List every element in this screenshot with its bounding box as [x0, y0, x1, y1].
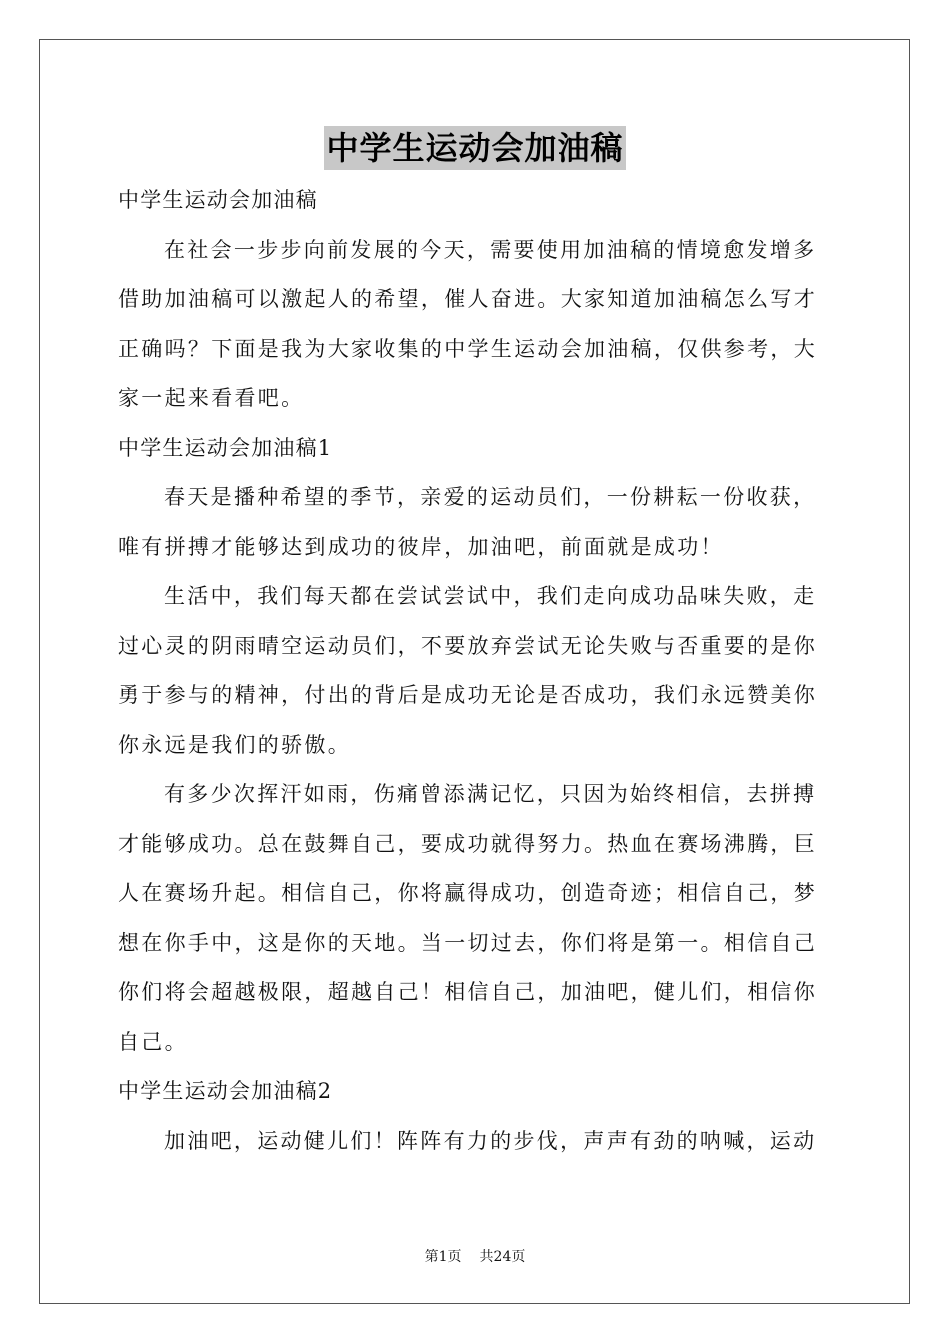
document-title-text: 中学生运动会加油稿: [324, 126, 625, 170]
text-line: 人在赛场升起。相信自己，你将赢得成功，创造奇迹；相信自己，梦: [118, 881, 817, 905]
page-total: 共24页: [479, 1249, 526, 1265]
text-line: 过心灵的阴雨晴空运动员们，不要放弃尝试无论失败与否重要的是你: [118, 633, 817, 658]
paragraph-first-line: 有多少次挥汗如雨，伤痛曾添满记忆，只因为始终相信，去拼搏: [164, 782, 817, 806]
text-line: 自己。: [118, 1029, 188, 1054]
text-line: 家一起来看看吧。: [118, 386, 305, 410]
text-line: 正确吗？下面是我为大家收集的中学生运动会加油稿，仅供参考，大: [118, 336, 817, 361]
text-line: 借助加油稿可以激起人的希望，催人奋进。大家知道加油稿怎么写才: [118, 287, 817, 311]
page-number: 第1页: [424, 1249, 462, 1265]
paragraph-first-line: 春天是播种希望的季节，亲爱的运动员们，一份耕耘一份收获，: [164, 485, 817, 509]
text-line: 才能够成功。总在鼓舞自己，要成功就得努力。热血在赛场沸腾，巨: [118, 831, 817, 856]
text-line: 中学生运动会加油稿1: [118, 435, 333, 460]
paragraph-first-line: 生活中，我们每天都在尝试尝试中，我们走向成功品味失败，走: [164, 584, 817, 608]
text-line: 中学生运动会加油稿2: [118, 1079, 333, 1103]
page-footer: [0, 1248, 950, 1266]
document-body: [118, 176, 834, 1166]
document-title: [0, 126, 950, 170]
text-line: 你永远是我们的骄傲。: [118, 732, 351, 757]
paragraph-first-line: 在社会一步步向前发展的今天，需要使用加油稿的情境愈发增多: [164, 237, 817, 262]
text-line: 你们将会超越极限，超越自己！相信自己，加油吧，健儿们，相信你: [118, 980, 817, 1004]
text-line: 唯有拼搏才能够达到成功的彼岸，加油吧，前面就是成功！: [118, 534, 724, 559]
text-line: 中学生运动会加油稿: [118, 188, 318, 212]
text-line: 勇于参与的精神，付出的背后是成功无论是否成功，我们永远赞美你: [118, 683, 817, 707]
paragraph-first-line: 加油吧，运动健儿们！阵阵有力的步伐，声声有劲的呐喊，运动: [164, 1128, 817, 1153]
text-line: 想在你手中，这是你的天地。当一切过去，你们将是第一。相信自己: [118, 930, 817, 955]
